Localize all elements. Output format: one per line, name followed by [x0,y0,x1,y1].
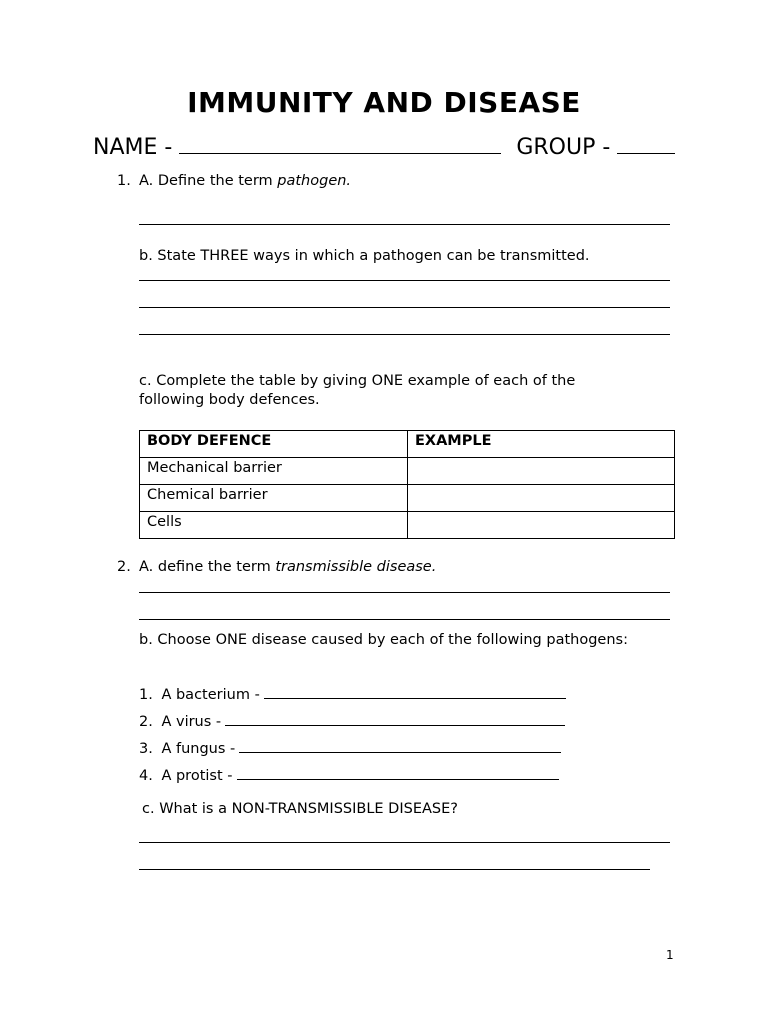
question-1b-text: b. State THREE ways in which a pathogen can be transmitted. [139,248,590,264]
pathogen-answer-blank[interactable] [264,684,566,699]
table-cell-defence: Chemical barrier [140,485,408,512]
answer-line-2a-1[interactable] [139,592,670,593]
answer-line-1b-1[interactable] [139,280,670,281]
name-group-row [93,133,675,160]
table-cell-defence: Mechanical barrier [140,458,408,485]
question-2b-text: b. Choose ONE disease caused by each of the following pathogens: [139,632,628,648]
table-header-example: EXAMPLE [408,431,675,458]
answer-line-2a-2[interactable] [139,619,670,620]
question-2a-text [139,559,436,575]
answer-line-1b-3[interactable] [139,334,670,335]
pathogen-item-label: A virus - [161,714,222,730]
pathogen-item-label: A bacterium - [161,687,260,703]
table-cell-defence: Cells [140,512,408,539]
pathogen-item-virus [139,711,565,730]
question-2a-prefix: A. define the term [139,559,276,575]
answer-line-1a[interactable] [139,224,670,225]
table-row [140,458,675,485]
group-label: GROUP - [516,135,611,160]
pathogen-answer-blank[interactable] [239,738,561,753]
pathogen-item-fungus [139,738,561,757]
table-row [140,512,675,539]
pathogen-item-label: A protist - [161,768,233,784]
pathogen-item-protist [139,765,559,784]
page-title: IMMUNITY AND DISEASE [187,86,581,119]
table-row [140,485,675,512]
question-2c-text: c. What is a NON-TRANSMISSIBLE DISEASE? [142,801,458,817]
pathogen-item-bacterium [139,684,566,703]
table-header-body-defence: BODY DEFENCE [140,431,408,458]
pathogen-item-label: A fungus - [161,741,236,757]
pathogen-answer-blank[interactable] [225,711,565,726]
table-cell-example[interactable] [408,485,675,512]
table-cell-example[interactable] [408,458,675,485]
question-1c-line2: following body defences. [139,392,320,408]
answer-line-1b-2[interactable] [139,307,670,308]
pathogen-item-number: 2. [139,714,153,730]
answer-line-2c-1[interactable] [139,842,670,843]
pathogen-item-number: 1. [139,687,153,703]
body-defence-table [139,430,675,539]
question-2a-term: transmissible disease. [275,559,437,575]
question-1a-prefix: A. Define the term [139,173,278,189]
pathogen-answer-blank[interactable] [237,765,559,780]
question-1a-text [139,173,351,189]
name-blank[interactable] [179,133,501,154]
answer-line-2c-2[interactable] [139,869,650,870]
table-header-row [140,431,675,458]
question-1c-line1: c. Complete the table by giving ONE example of each of the [139,373,576,389]
pathogen-item-number: 4. [139,768,153,784]
question-2-number: 2. [117,559,131,575]
question-1-number: 1. [117,173,131,189]
name-label: NAME - [93,135,173,160]
page-number: 1 [666,948,674,962]
pathogen-item-number: 3. [139,741,153,757]
table-cell-example[interactable] [408,512,675,539]
question-1a-term: pathogen. [277,173,352,189]
group-blank[interactable] [617,133,675,154]
